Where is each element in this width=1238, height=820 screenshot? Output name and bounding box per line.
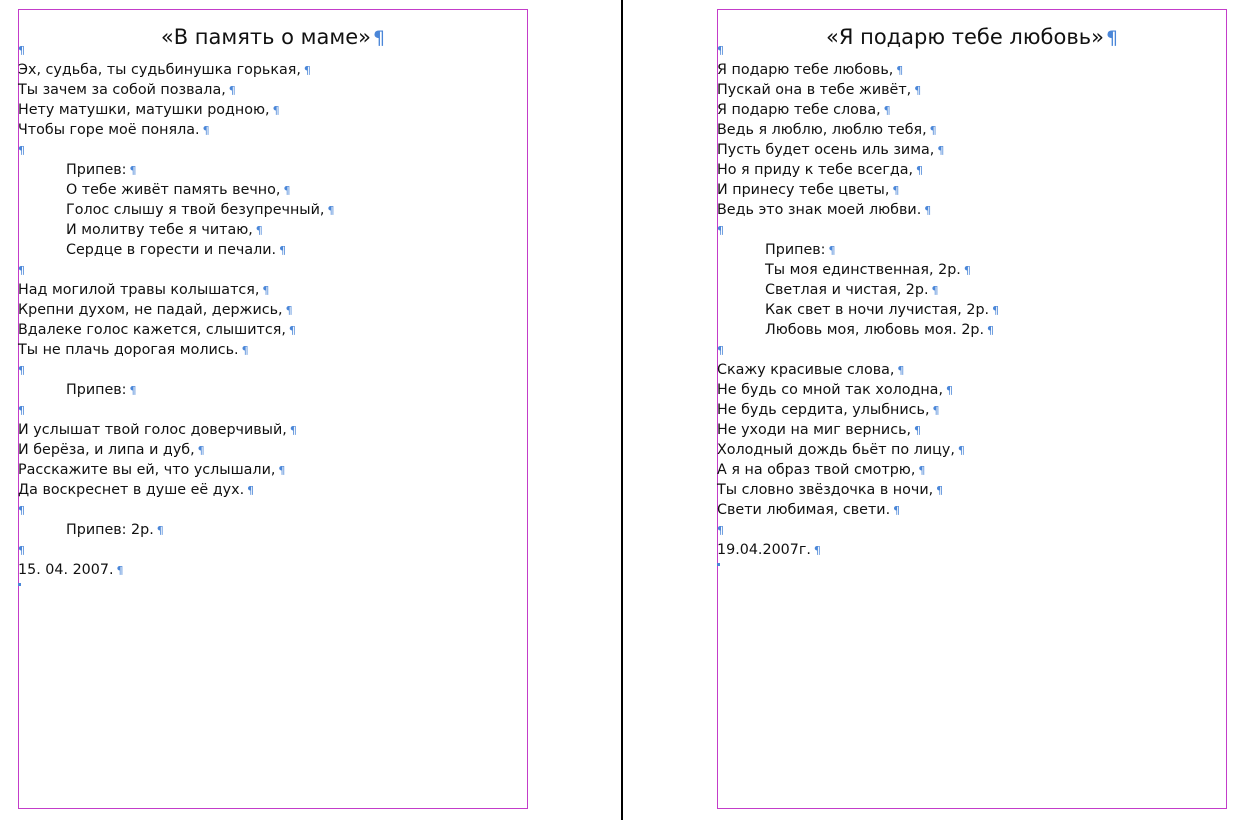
- pilcrow-mark: ¶: [279, 244, 287, 257]
- pilcrow-mark: ¶: [303, 64, 311, 77]
- line-text: Да воскреснет в душе её дух.: [18, 482, 245, 498]
- pilcrow-mark: ¶: [247, 484, 255, 497]
- line-text: Но я приду к тебе всегда,: [717, 162, 914, 178]
- pilcrow-mark: ¶: [129, 384, 137, 397]
- text-line: [717, 500, 1226, 520]
- pilcrow-mark: ¶: [228, 84, 236, 97]
- pilcrow-mark: ¶: [932, 404, 940, 417]
- text-line: [18, 520, 527, 540]
- line-text: А я на образ твой смотрю,: [717, 462, 916, 478]
- pilcrow-mark: ¶: [717, 44, 724, 57]
- line-text: Не будь со мной так холодна,: [717, 382, 943, 398]
- pilcrow-mark: ¶: [116, 564, 124, 577]
- text-line: [18, 60, 527, 80]
- pilcrow-mark: ¶: [963, 264, 971, 277]
- text-line: [717, 540, 1226, 560]
- line-text: Ты зачем за собой позвала,: [18, 82, 226, 98]
- empty-paragraph: [18, 260, 527, 280]
- pilcrow-mark: ¶: [18, 544, 25, 557]
- pilcrow-mark: ¶: [828, 244, 836, 257]
- pilcrow-mark: ¶: [18, 364, 25, 377]
- left-page: [18, 9, 528, 809]
- pilcrow-mark: ¶: [717, 524, 724, 537]
- text-line: [717, 120, 1226, 140]
- text-line: [18, 480, 527, 500]
- text-line: [18, 300, 527, 320]
- line-text: Припев:: [765, 242, 826, 258]
- text-line: [717, 460, 1226, 480]
- pilcrow-mark: ¶: [272, 104, 280, 117]
- text-line: [18, 560, 527, 580]
- line-text: Свети любимая, свети.: [717, 502, 891, 518]
- line-text: Чтобы горе моё поняла.: [18, 122, 200, 138]
- pilcrow-mark: ¶: [289, 424, 297, 437]
- text-line: [717, 240, 1226, 260]
- empty-paragraph: [18, 540, 527, 560]
- line-text: Крепни духом, не падай, держись,: [18, 302, 283, 318]
- text-line: [717, 420, 1226, 440]
- text-line: [18, 200, 527, 220]
- text-line: [18, 100, 527, 120]
- line-text: 15. 04. 2007.: [18, 562, 114, 578]
- line-text: Ты моя единственная, 2р.: [765, 262, 961, 278]
- empty-paragraph: [18, 400, 527, 420]
- line-text: Ты не плачь дорогая молись.: [18, 342, 239, 358]
- pilcrow-mark: ¶: [285, 304, 293, 317]
- line-text: Ведь это знак моей любви.: [717, 202, 922, 218]
- line-text: Любовь моя, любовь моя. 2р.: [765, 322, 985, 338]
- line-text: И молитву тебе я читаю,: [66, 222, 253, 238]
- pilcrow-mark: ¶: [896, 64, 904, 77]
- pilcrow-mark: ¶: [327, 204, 335, 217]
- pilcrow-mark: ¶: [278, 464, 286, 477]
- end-of-text-marker: [18, 583, 21, 586]
- line-text: Пусть будет осень иль зима,: [717, 142, 935, 158]
- empty-paragraph: [18, 360, 527, 380]
- text-line: [717, 480, 1226, 500]
- pilcrow-mark: ¶: [987, 324, 995, 337]
- line-text: Над могилой травы колышатся,: [18, 282, 260, 298]
- pilcrow-mark: ¶: [936, 484, 944, 497]
- line-text: Припев: 2р.: [66, 522, 154, 538]
- pilcrow-mark: ¶: [18, 404, 25, 417]
- pilcrow-mark: ¶: [916, 164, 924, 177]
- empty-paragraph: [18, 40, 527, 60]
- text-line: [717, 440, 1226, 460]
- text-line: [717, 140, 1226, 160]
- pilcrow-mark: ¶: [373, 27, 386, 49]
- line-text: Расскажите вы ей, что услышали,: [18, 462, 276, 478]
- pilcrow-mark: ¶: [918, 464, 926, 477]
- pilcrow-mark: ¶: [18, 504, 25, 517]
- text-line: [717, 380, 1226, 400]
- empty-paragraph: [717, 520, 1226, 540]
- line-text: Холодный дождь бьёт по лицу,: [717, 442, 955, 458]
- pilcrow-mark: ¶: [883, 104, 891, 117]
- pilcrow-mark: ¶: [717, 344, 724, 357]
- line-text: Припев:: [66, 382, 127, 398]
- pilcrow-mark: ¶: [241, 344, 249, 357]
- line-text: Скажу красивые слова,: [717, 362, 895, 378]
- text-line: [18, 160, 527, 180]
- text-line: [18, 240, 527, 260]
- pilcrow-mark: ¶: [18, 264, 25, 277]
- text-line: [717, 400, 1226, 420]
- text-line: [717, 280, 1226, 300]
- pilcrow-mark: ¶: [18, 144, 25, 157]
- text-line: [18, 280, 527, 300]
- line-text: Я подарю тебе слова,: [717, 102, 881, 118]
- pilcrow-mark: ¶: [992, 304, 1000, 317]
- pilcrow-mark: ¶: [129, 164, 137, 177]
- text-line: [18, 80, 527, 100]
- pilcrow-mark: ¶: [931, 284, 939, 297]
- line-text: И берёза, и липа и дуб,: [18, 442, 195, 458]
- line-text: Эх, судьба, ты судьбинушка горькая,: [18, 62, 301, 78]
- text-line: [18, 320, 527, 340]
- end-of-text-marker: [717, 563, 720, 566]
- line-text: Вдалеке голос кажется, слышится,: [18, 322, 286, 338]
- text-line: [717, 360, 1226, 380]
- text-line: [717, 80, 1226, 100]
- text-line: [717, 320, 1226, 340]
- pilcrow-mark: ¶: [924, 204, 932, 217]
- text-line: [717, 60, 1226, 80]
- line-text: Не уходи на миг вернись,: [717, 422, 912, 438]
- line-text: Пускай она в тебе живёт,: [717, 82, 912, 98]
- text-line: [717, 180, 1226, 200]
- text-line: [717, 100, 1226, 120]
- text-line: [717, 160, 1226, 180]
- pilcrow-mark: ¶: [717, 224, 724, 237]
- right-page: [717, 9, 1227, 809]
- pilcrow-mark: ¶: [197, 444, 205, 457]
- right-page-title-text: «Я подарю тебе любовь»: [825, 25, 1104, 49]
- pilcrow-mark: ¶: [283, 184, 291, 197]
- pilcrow-mark: ¶: [914, 424, 922, 437]
- line-text: Нету матушки, матушки родною,: [18, 102, 270, 118]
- pilcrow-mark: ¶: [18, 44, 25, 57]
- pilcrow-mark: ¶: [892, 184, 900, 197]
- line-text: Сердце в горести и печали.: [66, 242, 277, 258]
- empty-paragraph: [18, 140, 527, 160]
- line-text: И принесу тебе цветы,: [717, 182, 890, 198]
- pilcrow-mark: ¶: [929, 124, 937, 137]
- left-page-title-text: «В память о маме»: [160, 25, 372, 49]
- pilcrow-mark: ¶: [262, 284, 270, 297]
- pilcrow-mark: ¶: [202, 124, 210, 137]
- text-line: [18, 460, 527, 480]
- pilcrow-mark: ¶: [288, 324, 296, 337]
- pilcrow-mark: ¶: [156, 524, 164, 537]
- empty-paragraph: [717, 40, 1226, 60]
- line-text: О тебе живёт память вечно,: [66, 182, 281, 198]
- line-text: Я подарю тебе любовь,: [717, 62, 894, 78]
- pilcrow-mark: ¶: [946, 384, 953, 397]
- line-text: Как свет в ночи лучистая, 2р.: [765, 302, 990, 318]
- line-text: Припев:: [66, 162, 127, 178]
- text-line: [18, 340, 527, 360]
- line-text: Не будь сердита, улыбнись,: [717, 402, 930, 418]
- text-line: [18, 380, 527, 400]
- pilcrow-mark: ¶: [957, 444, 965, 457]
- line-text: Ведь я люблю, люблю тебя,: [717, 122, 927, 138]
- text-line: [18, 440, 527, 460]
- line-text: И услышат твой голос доверчивый,: [18, 422, 287, 438]
- pilcrow-mark: ¶: [914, 84, 922, 97]
- pilcrow-mark: ¶: [813, 544, 821, 557]
- pilcrow-mark: ¶: [897, 364, 905, 377]
- empty-paragraph: [717, 220, 1226, 240]
- line-text: 19.04.2007г.: [717, 542, 811, 558]
- pilcrow-mark: ¶: [893, 504, 901, 517]
- text-line: [717, 200, 1226, 220]
- empty-paragraph: [18, 500, 527, 520]
- text-line: [18, 420, 527, 440]
- pilcrow-mark: ¶: [255, 224, 263, 237]
- line-text: Светлая и чистая, 2р.: [765, 282, 929, 298]
- text-line: [717, 300, 1226, 320]
- right-page-body: [717, 40, 1226, 566]
- left-page-body: [18, 40, 527, 586]
- line-text: Голос слышу я твой безупречный,: [66, 202, 325, 218]
- pilcrow-mark: ¶: [937, 144, 945, 157]
- text-line: [18, 120, 527, 140]
- line-text: Ты словно звёздочка в ночи,: [717, 482, 934, 498]
- text-line: [717, 260, 1226, 280]
- text-line: [18, 220, 527, 240]
- spread-divider: [621, 0, 623, 820]
- empty-paragraph: [717, 340, 1226, 360]
- text-line: [18, 180, 527, 200]
- pilcrow-mark: ¶: [1105, 27, 1119, 49]
